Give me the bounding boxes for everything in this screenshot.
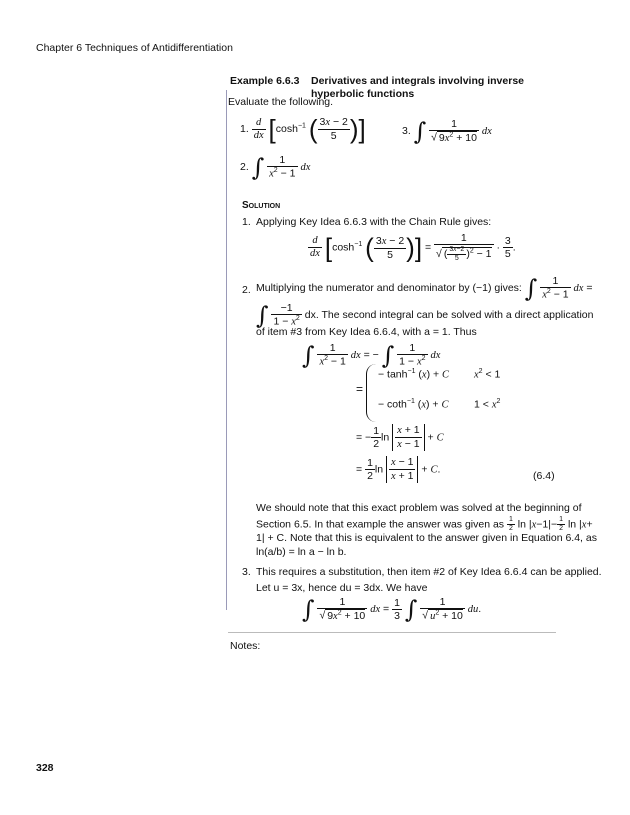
example-label: Example 6.6.3 — [230, 75, 300, 87]
problem-3: 3. ∫ $\frac{1}{√ 9x^2 + 10}$ dx — [402, 117, 492, 146]
solution-2-text-c: of item #3 from Key Idea 6.6.4, with a = 1. Thus — [256, 326, 477, 338]
piecewise-case-2: − coth$^{-1}$ (x) + C — [378, 398, 449, 411]
note-line-2: Section 6.5. In that example the answer was given as $\frac{1}{2}$ ln |x−1|− $\frac{1}{2}$ ln |x+ — [256, 516, 593, 533]
page-number: 328 — [36, 762, 54, 774]
piecewise-case-1: − $\tanh^{-1} (x) + C$ — [378, 368, 450, 381]
note-line-1: We should note that this exact problem was solved at the beginning of — [256, 502, 582, 514]
notes-label: Notes: — [230, 640, 261, 652]
derivation-step-1: ∫ $\frac{1}{x^2 - 1}$ dx = − ∫ $\frac{1}{1 - x^2}$ dx — [302, 341, 441, 370]
problem-1: 1. $\frac{d}{dx}$ [$\cosh^{-1}$ ( $\frac{3x - 2}{5}$ )] — [240, 114, 366, 145]
solution-2-number: 2. — [242, 284, 251, 296]
problem-2-number: 2. — [240, 161, 249, 174]
solution-2-line1: Multiplying the numerator and denominator by (−1) gives: ∫ $\frac{1}{x^2 - 1}$ dx = — [256, 274, 593, 303]
solution-3-text-2: Let u = 3x, hence du = 3dx. We have — [256, 582, 428, 594]
example-intro: Evaluate the following. — [228, 96, 334, 108]
solution-1-text: Applying Key Idea 6.6.3 with the Chain Rule gives: — [256, 216, 492, 228]
chapter-header: Chapter 6 Techniques of Antidifferentiation — [36, 42, 233, 54]
solution-3-text: This requires a substitution, then item #2 of Key Idea 6.6.4 can be applied. — [256, 566, 602, 578]
solution-3-equation: ∫ $\frac{1}{√ 9x^2 + 10}$ dx = $\frac{1}{3}$ ∫ $\frac{1}{√ u^2 + 10}$ du. — [302, 595, 482, 624]
solution-3-number: 3. — [242, 566, 251, 578]
derivation-step-3: = − $\frac{1}{2}$ ln $\frac{x + 1}{x - 1}$ + C — [356, 424, 444, 451]
equation-number: (6.4) — [533, 470, 555, 482]
solution-2-line2: ∫ $\frac{-1}{1 - x^2}$ dx. The second integral can be solved with a direct application — [256, 301, 594, 330]
problem-1-number: 1. — [240, 122, 249, 135]
piecewise-cond-1: $x^2 < 1$ — [474, 368, 501, 381]
solution-heading: Solution — [242, 200, 281, 211]
derivation-step-4: = $\frac{1}{2}$ ln $\frac{x - 1}{x + 1}$ + C. — [356, 456, 441, 483]
note-line-4: ln(a/b) = ln a − ln b. — [256, 546, 347, 558]
note-line-3: 1| + C. Note that this is equivalent to the answer given in Equation 6.4, as — [256, 532, 597, 544]
note-line-2-text: Section 6.5. In that example the answer was given as — [256, 518, 505, 531]
solution-2-text-a: Multiplying the numerator and denominator by (−1) gives: — [256, 282, 522, 295]
example-sidebar-rule — [226, 90, 227, 610]
example-title: Derivatives and integrals involving inverse hyperbolic functions — [311, 75, 524, 101]
solution-1-equation: $\frac{d}{dx}$ [$\cosh^{-1}$ ( $\frac{3x - 2}{5}$ )] = 1 √ ( $\frac{3x-2}{5}$ )$^2$ − 1 · $\frac{3}{5}$ . — [310, 232, 516, 263]
piecewise-brace — [366, 364, 377, 422]
problem-3-number: 3. — [402, 125, 411, 138]
piecewise-cond-2: $1 < x^2$ — [474, 398, 501, 411]
solution-2-text-b: dx. The second integral can be solved with a direct application — [304, 309, 594, 322]
notes-divider — [228, 632, 556, 633]
solution-1-number: 1. — [242, 216, 251, 228]
problem-2: 2. ∫ $\frac{1}{x^2 - 1}$ dx — [240, 153, 311, 182]
